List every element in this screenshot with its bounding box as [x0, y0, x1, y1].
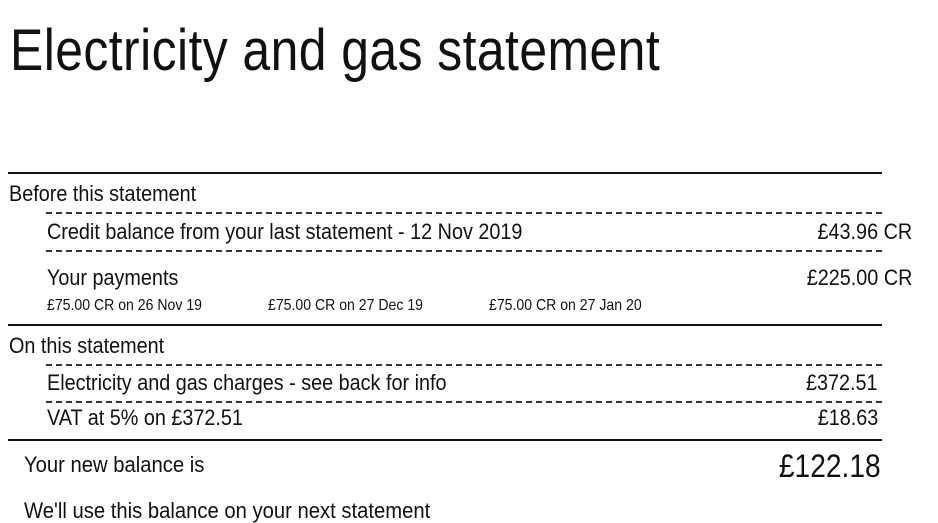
payment-item: £75.00 CR on 26 Nov 19 — [47, 297, 202, 314]
balance-divider — [8, 439, 882, 441]
dashed-divider — [46, 364, 882, 366]
payment-item: £75.00 CR on 27 Jan 20 — [489, 297, 642, 314]
vat-amount: £18.63 — [817, 405, 878, 430]
section-divider — [8, 324, 882, 326]
credit-balance-label: Credit balance from your last statement - 12 Nov 2019 — [47, 219, 523, 244]
payment-item: £75.00 CR on 27 Dec 19 — [268, 297, 423, 314]
payments-amount: £225.00 CR — [806, 265, 912, 290]
vat-label: VAT at 5% on £372.51 — [47, 405, 243, 430]
dashed-divider — [46, 212, 882, 214]
section-before-heading: Before this statement — [9, 181, 197, 206]
new-balance-label: Your new balance is — [24, 452, 205, 477]
top-divider — [8, 172, 882, 174]
payments-label: Your payments — [47, 265, 179, 290]
credit-balance-amount: £43.96 CR — [817, 219, 912, 244]
new-balance-amount: £122.18 — [779, 448, 881, 484]
section-on-heading: On this statement — [9, 333, 165, 358]
dashed-divider — [46, 401, 882, 403]
dashed-divider — [46, 250, 882, 252]
charges-label: Electricity and gas charges - see back for info — [47, 370, 447, 395]
charges-amount: £372.51 — [806, 370, 878, 395]
page-title: Electricity and gas statement — [10, 18, 661, 83]
balance-note: We'll use this balance on your next statement — [24, 498, 431, 523]
